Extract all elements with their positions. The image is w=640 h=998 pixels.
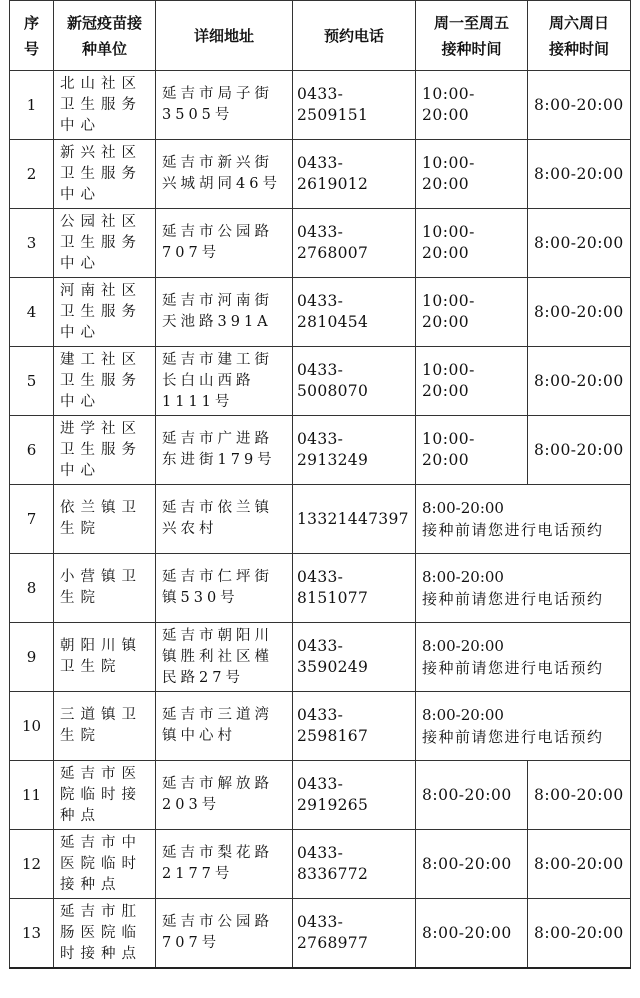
hours-with-note <box>416 623 631 692</box>
hours-with-note <box>416 554 631 623</box>
site-address: 延吉市梨花路2177号 <box>156 830 293 899</box>
site-address: 延吉市解放路203号 <box>156 761 293 830</box>
header-phone: 预约电话 <box>293 1 416 71</box>
weekday-hours: 10:00-20:00 <box>416 209 528 278</box>
table-row <box>10 692 631 761</box>
site-name: 新兴社区卫生服务中心 <box>54 140 156 209</box>
booking-phone: 0433-8336772 <box>293 830 416 899</box>
site-name: 北山社区卫生服务中心 <box>54 71 156 140</box>
weekday-hours: 8:00-20:00 <box>416 899 528 969</box>
table-row <box>10 209 631 278</box>
vaccination-sites-table <box>9 0 631 969</box>
booking-note: 接种前请您进行电话预约 <box>422 728 604 746</box>
site-address: 延吉市局子街3505号 <box>156 71 293 140</box>
weekday-hours: 8:00-20:00 <box>416 830 528 899</box>
header-address: 详细地址 <box>156 1 293 71</box>
table-row <box>10 278 631 347</box>
booking-phone: 0433-2509151 <box>293 71 416 140</box>
booking-phone: 0433-2913249 <box>293 416 416 485</box>
site-address: 延吉市仁坪街镇530号 <box>156 554 293 623</box>
weekend-hours: 8:00-20:00 <box>528 416 631 485</box>
hours-with-note <box>416 692 631 761</box>
site-name: 三道镇卫生院 <box>54 692 156 761</box>
site-address: 延吉市三道湾镇中心村 <box>156 692 293 761</box>
site-name: 延吉市医院临时接种点 <box>54 761 156 830</box>
table-row <box>10 140 631 209</box>
hours-with-note <box>416 485 631 554</box>
booking-phone: 0433-2768007 <box>293 209 416 278</box>
opening-hours: 8:00-20:00 <box>422 499 504 517</box>
weekday-hours: 10:00-20:00 <box>416 71 528 140</box>
site-name: 小营镇卫生院 <box>54 554 156 623</box>
row-index: 1 <box>10 71 54 140</box>
table-row <box>10 761 631 830</box>
booking-phone: 0433-5008070 <box>293 347 416 416</box>
weekend-hours: 8:00-20:00 <box>528 830 631 899</box>
table-row <box>10 554 631 623</box>
weekend-hours: 8:00-20:00 <box>528 347 631 416</box>
row-index: 9 <box>10 623 54 692</box>
booking-phone: 0433-3590249 <box>293 623 416 692</box>
row-index: 13 <box>10 899 54 969</box>
table-row <box>10 485 631 554</box>
booking-phone: 0433-2598167 <box>293 692 416 761</box>
row-index: 10 <box>10 692 54 761</box>
site-address: 延吉市河南街天池路391A <box>156 278 293 347</box>
site-address: 延吉市建工街长白山西路1111号 <box>156 347 293 416</box>
booking-phone: 13321447397 <box>293 485 416 554</box>
site-name: 河南社区卫生服务中心 <box>54 278 156 347</box>
site-name: 延吉市肛肠医院临时接种点 <box>54 899 156 969</box>
site-name: 延吉市中医院临时接种点 <box>54 830 156 899</box>
booking-note: 接种前请您进行电话预约 <box>422 590 604 608</box>
table-row <box>10 347 631 416</box>
row-index: 3 <box>10 209 54 278</box>
header-weekday-time: 周一至周五接种时间 <box>416 1 528 71</box>
header-row <box>10 1 631 71</box>
site-address: 延吉市依兰镇兴农村 <box>156 485 293 554</box>
table-row <box>10 416 631 485</box>
row-index: 4 <box>10 278 54 347</box>
weekday-hours: 10:00-20:00 <box>416 347 528 416</box>
booking-phone: 0433-2919265 <box>293 761 416 830</box>
weekday-hours: 8:00-20:00 <box>416 761 528 830</box>
header-unit: 新冠疫苗接种单位 <box>54 1 156 71</box>
row-index: 6 <box>10 416 54 485</box>
booking-note: 接种前请您进行电话预约 <box>422 659 604 677</box>
weekend-hours: 8:00-20:00 <box>528 278 631 347</box>
opening-hours: 8:00-20:00 <box>422 706 504 724</box>
weekend-hours: 8:00-20:00 <box>528 140 631 209</box>
header-index: 序号 <box>10 1 54 71</box>
weekend-hours: 8:00-20:00 <box>528 899 631 969</box>
table-row <box>10 71 631 140</box>
site-address: 延吉市公园路707号 <box>156 209 293 278</box>
site-name: 公园社区卫生服务中心 <box>54 209 156 278</box>
row-index: 12 <box>10 830 54 899</box>
site-name: 依兰镇卫生院 <box>54 485 156 554</box>
site-address: 延吉市广进路东进街179号 <box>156 416 293 485</box>
row-index: 2 <box>10 140 54 209</box>
weekday-hours: 10:00-20:00 <box>416 140 528 209</box>
table-row <box>10 830 631 899</box>
row-index: 8 <box>10 554 54 623</box>
header-weekend-time: 周六周日接种时间 <box>528 1 631 71</box>
site-name: 朝阳川镇卫生院 <box>54 623 156 692</box>
weekend-hours: 8:00-20:00 <box>528 71 631 140</box>
table-row <box>10 623 631 692</box>
booking-note: 接种前请您进行电话预约 <box>422 521 604 539</box>
weekend-hours: 8:00-20:00 <box>528 761 631 830</box>
weekend-hours: 8:00-20:00 <box>528 209 631 278</box>
weekday-hours: 10:00-20:00 <box>416 278 528 347</box>
booking-phone: 0433-8151077 <box>293 554 416 623</box>
site-address: 延吉市公园路707号 <box>156 899 293 969</box>
table-row <box>10 899 631 969</box>
booking-phone: 0433-2619012 <box>293 140 416 209</box>
site-name: 建工社区卫生服务中心 <box>54 347 156 416</box>
booking-phone: 0433-2768977 <box>293 899 416 969</box>
opening-hours: 8:00-20:00 <box>422 568 504 586</box>
site-address: 延吉市朝阳川镇胜利社区槿民路27号 <box>156 623 293 692</box>
site-name: 进学社区卫生服务中心 <box>54 416 156 485</box>
site-address: 延吉市新兴街兴城胡同46号 <box>156 140 293 209</box>
booking-phone: 0433-2810454 <box>293 278 416 347</box>
row-index: 11 <box>10 761 54 830</box>
weekday-hours: 10:00-20:00 <box>416 416 528 485</box>
row-index: 5 <box>10 347 54 416</box>
row-index: 7 <box>10 485 54 554</box>
opening-hours: 8:00-20:00 <box>422 637 504 655</box>
